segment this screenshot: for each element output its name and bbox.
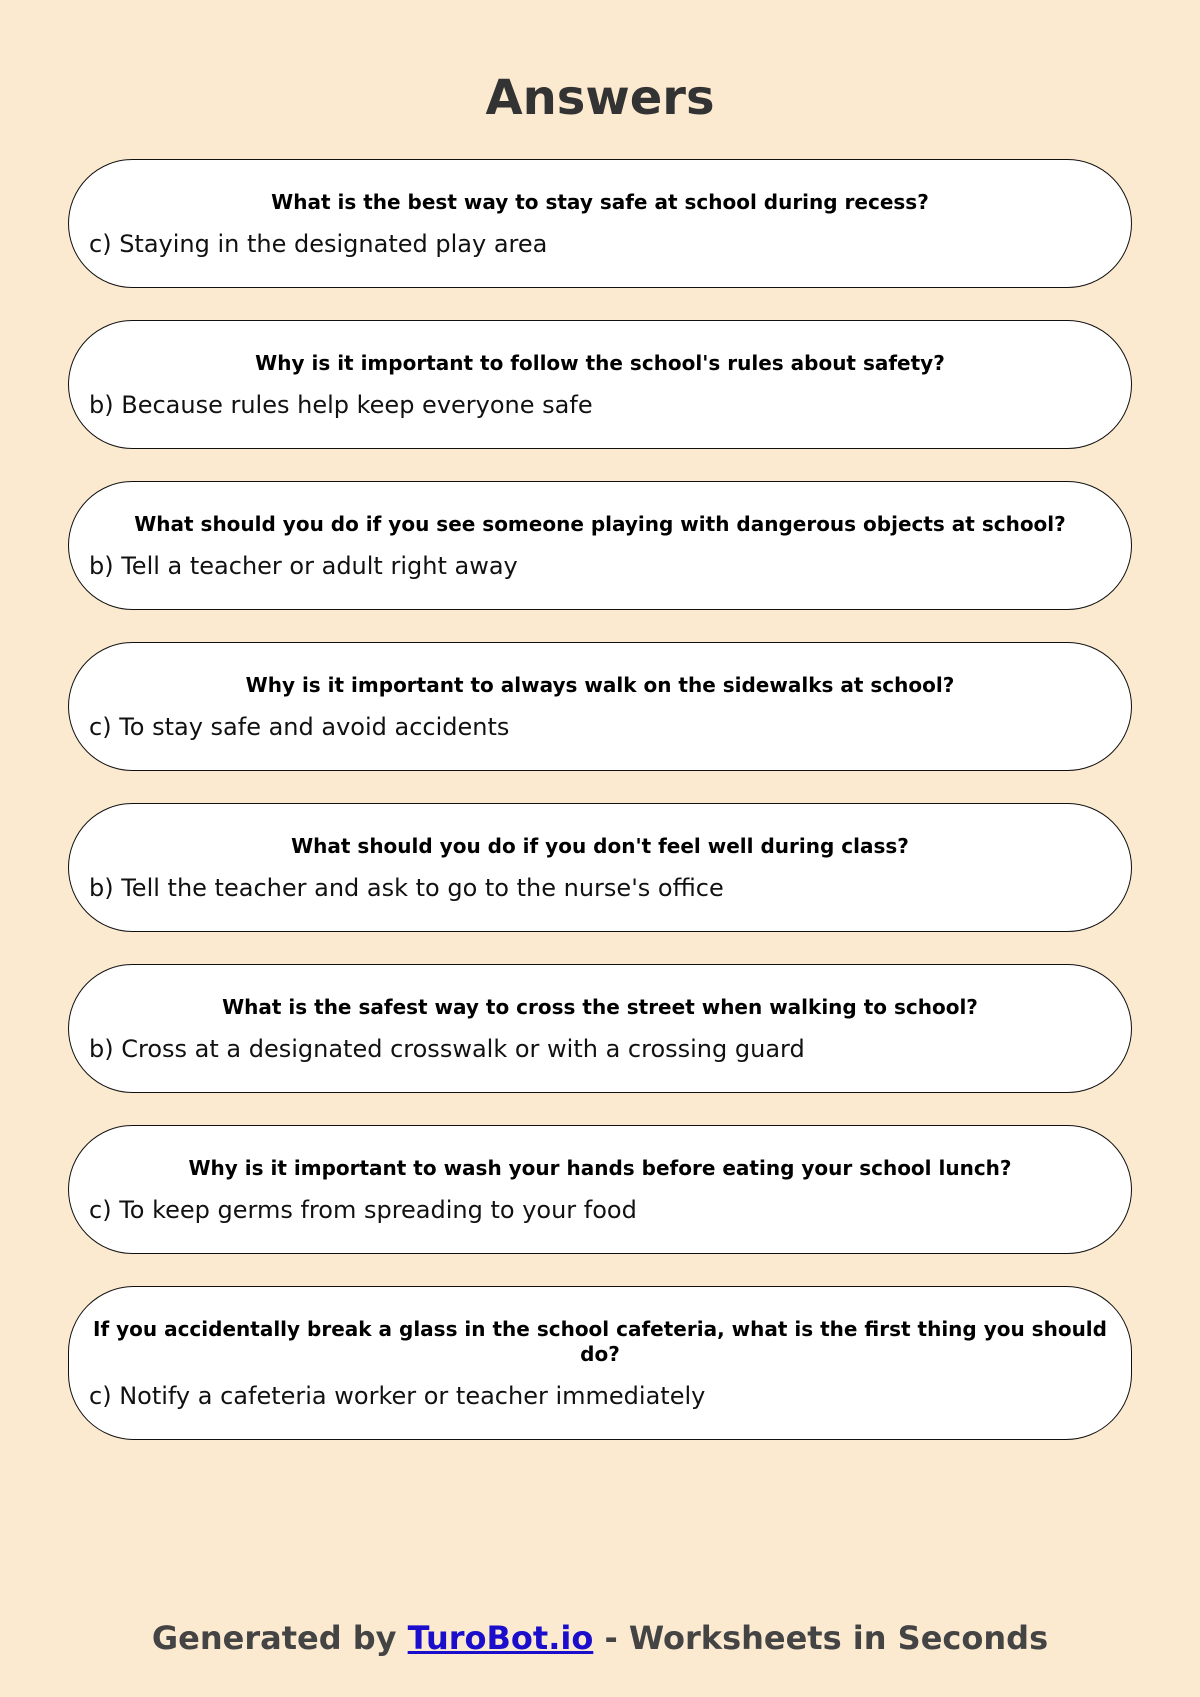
answer-text: b) Tell the teacher and ask to go to the nurse's office [89,874,724,902]
question-text: What should you do if you don't feel well during class? [291,834,909,858]
answer-text: c) Staying in the designated play area [89,230,548,258]
answer-text: b) Tell a teacher or adult right away [89,552,518,580]
answer-card [68,642,1132,771]
answer-text: c) Notify a cafeteria worker or teacher immediately [89,1382,706,1410]
answer-card [68,320,1132,449]
answer-card [68,964,1132,1093]
answer-list [68,159,1132,1472]
question-text: What is the best way to stay safe at school during recess? [271,190,929,214]
answer-card [68,803,1132,932]
answer-text: b) Cross at a designated crosswalk or with a crossing guard [89,1035,805,1063]
question-text: Why is it important to wash your hands before eating your school lunch? [188,1156,1012,1180]
question-text: Why is it important to always walk on the sidewalks at school? [245,673,955,697]
answer-card [68,1286,1132,1440]
answer-card [68,481,1132,610]
footer-prefix: Generated by [151,1619,408,1657]
page-title: Answers [485,70,715,126]
question-text: What is the safest way to cross the street when walking to school? [222,995,978,1019]
answer-text: c) To keep germs from spreading to your food [89,1196,637,1224]
question-text: Why is it important to follow the school's rules about safety? [255,351,945,375]
answer-card [68,1125,1132,1254]
footer-suffix: - Worksheets in Seconds [593,1619,1049,1657]
answer-card [68,159,1132,288]
footer [0,1618,1200,1658]
question-text: What should you do if you see someone playing with dangerous objects at school? [134,512,1066,536]
answer-text: c) To stay safe and avoid accidents [89,713,510,741]
question-text: If you accidentally break a glass in the school cafeteria, what is the first thing you should do? [93,1317,1107,1366]
turobot-link[interactable]: TuroBot.io [407,1619,594,1657]
answer-text: b) Because rules help keep everyone safe [89,391,593,419]
